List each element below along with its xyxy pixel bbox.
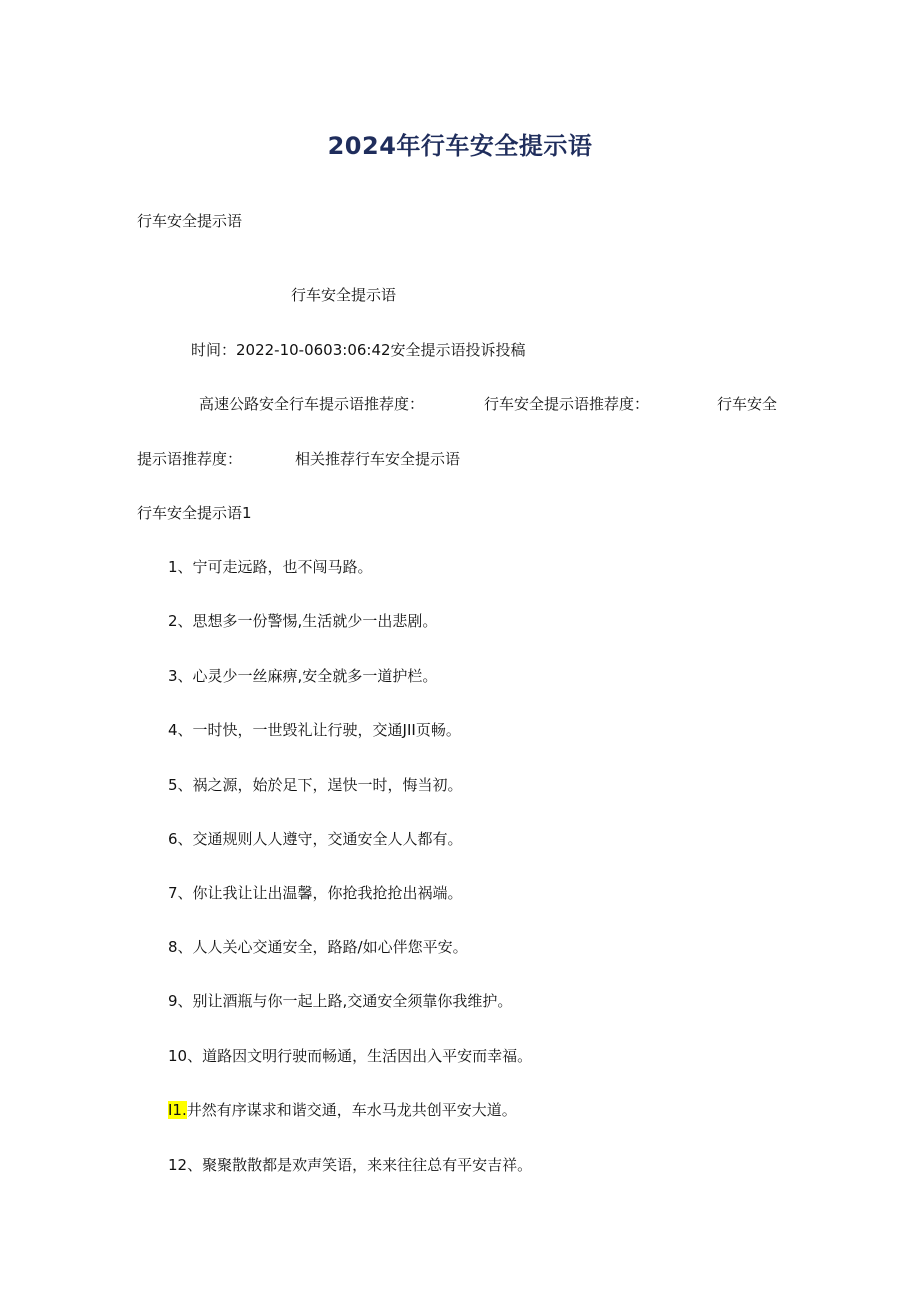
heading: 行车安全提示语 xyxy=(137,212,243,230)
highlighted-number: I1. xyxy=(168,1101,187,1119)
rec-driving-2-start: 行车安全 xyxy=(717,395,778,413)
rec-highway: 高速公路安全行车提示语推荐度： xyxy=(199,395,425,413)
list-item-text: 井然有序谋求和谐交通，车水马龙共创平安大道。 xyxy=(186,1101,517,1119)
list-item: 4、一时快，一世毁礼让行驶，交通JII页畅。 xyxy=(168,721,461,739)
rec-driving: 行车安全提示语推荐度： xyxy=(484,395,650,413)
rec-related: 相关推荐行车安全提示语 xyxy=(295,450,461,468)
list-item xyxy=(168,1099,517,1121)
section-title: 行车安全提示语1 xyxy=(137,504,252,522)
list-item: 12、聚聚散散都是欢声笑语，来来往往总有平安吉祥。 xyxy=(168,1156,533,1174)
subheading: 行车安全提示语 xyxy=(291,286,397,304)
meta-line: 时间：2022-10-0603:06:42安全提示语投诉投稿 xyxy=(191,341,526,359)
list-item: 5、祸之源，始於足下，逞快一时，悔当初。 xyxy=(168,776,463,794)
list-item: 9、别让酒瓶与你一起上路,交通安全须靠你我维护。 xyxy=(168,992,513,1010)
list-item: 10、道路因文明行驶而畅通，生活因出入平安而幸福。 xyxy=(168,1047,533,1065)
rec-driving-2-end: 提示语推荐度： xyxy=(137,450,243,468)
list-item: 7、你让我让让出温馨，你抢我抢抢出祸端。 xyxy=(168,884,463,902)
list-item: 3、心灵少一丝麻痹,安全就多一道护栏。 xyxy=(168,667,438,685)
list-item: 2、思想多一份警惕,生活就少一出悲剧。 xyxy=(168,612,438,630)
list-item: 8、人人关心交通安全，路路/如心伴您平安。 xyxy=(168,938,468,956)
list-item: 1、宁可走远路，也不闯马路。 xyxy=(168,558,373,576)
document-title: 2024年行车安全提示语 xyxy=(327,132,593,160)
list-item: 6、交通规则人人遵守，交通安全人人都有。 xyxy=(168,830,463,848)
